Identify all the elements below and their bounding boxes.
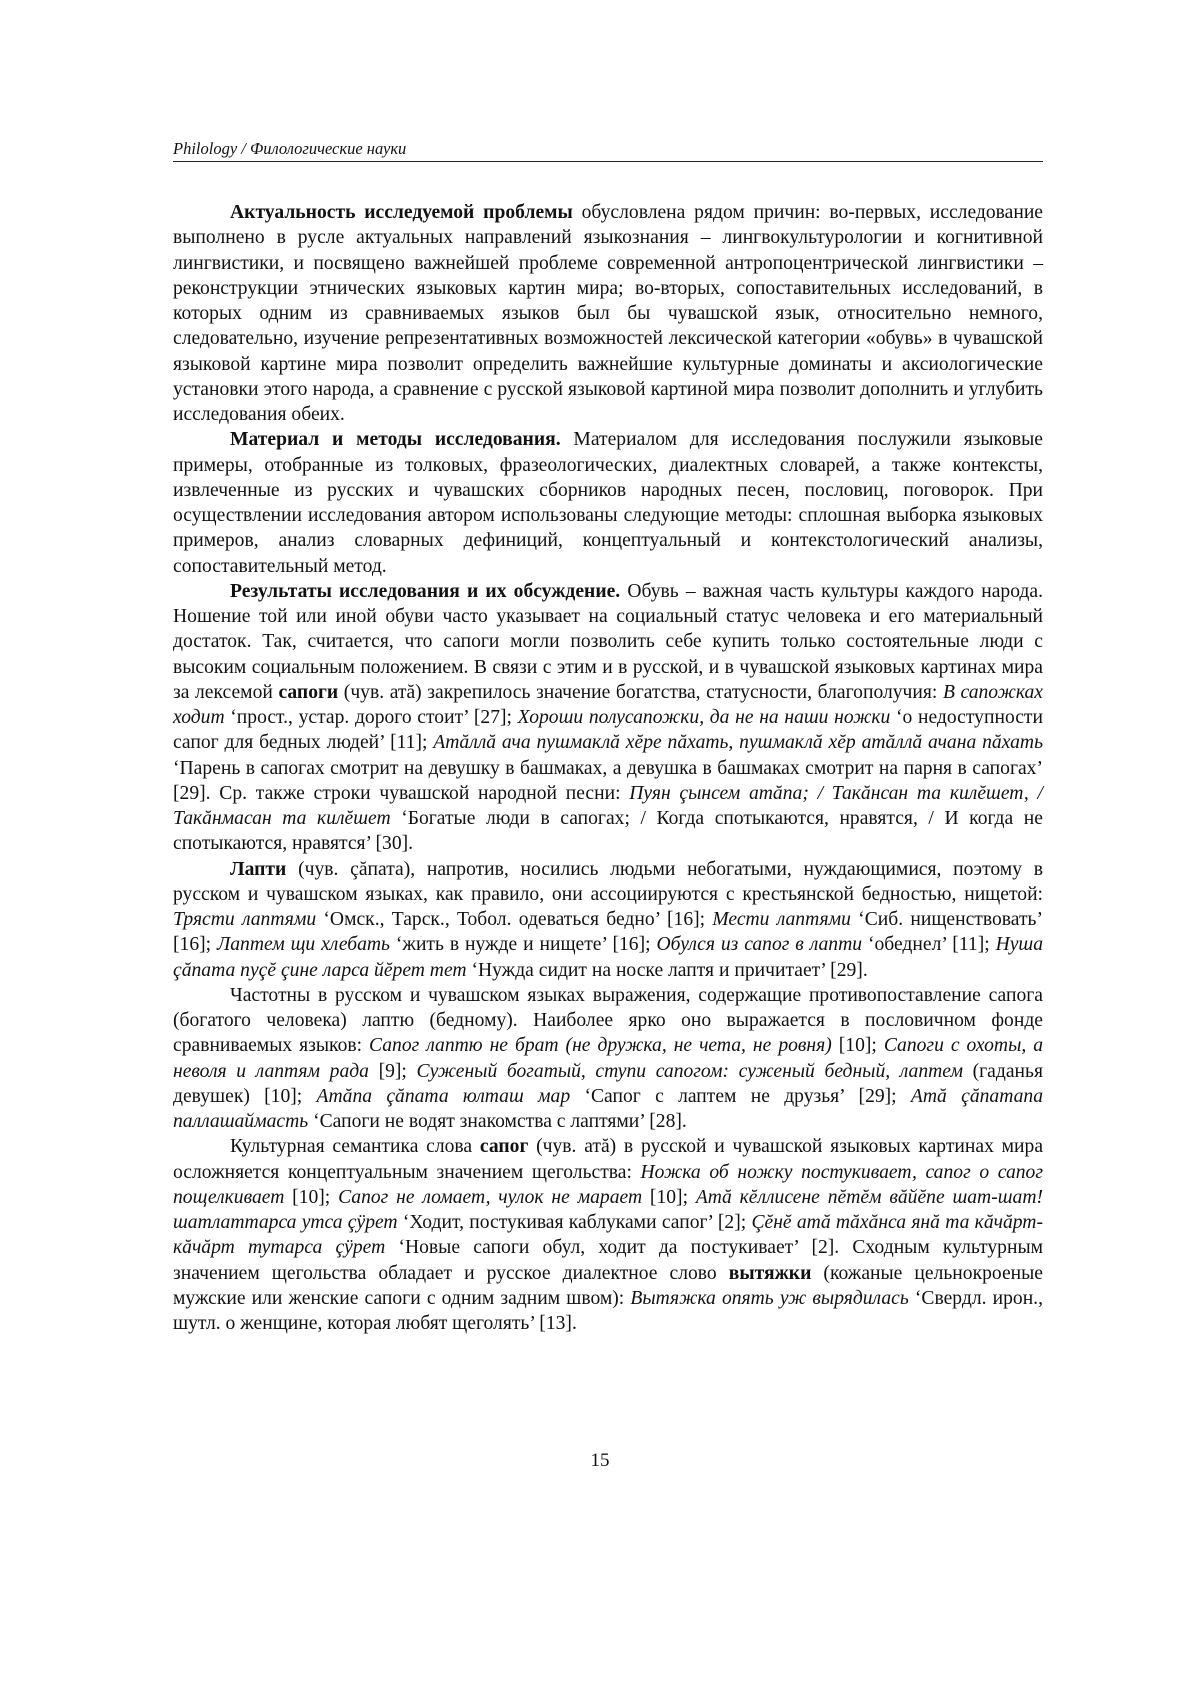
italic-example: Хороши полусапожки, да не на наши ножки [517, 707, 891, 728]
text-run: ‘жить в нужде и нищете’ [16]; [389, 934, 657, 956]
text-run: [10]; [642, 1186, 696, 1208]
italic-example: Çĕнĕ атă тăхăнса янă та кăчăрт-кăчăрт тутарса çÿрет [173, 1212, 1043, 1259]
text-run: ‘Новые сапоги обул, ходит да постукивает’ [2]. Сходным культурным значением щегольства обладает и русское диалектное слово [173, 1237, 1044, 1284]
italic-example: Трясти лаптями [173, 909, 317, 930]
text-run: (кожаные цельнокроеные мужские или женские сапоги с одним задним швом): [173, 1262, 1043, 1309]
text-run: ‘Богатые люди в сапогах; / Когда спотыкаются, нравятся, / И когда не спотыкаются, нравятся’ [30]. [173, 808, 1043, 855]
text-run: (гаданья девушек) [10]; [173, 1060, 1043, 1107]
paragraph-lapti-lead: Лапти [230, 858, 287, 880]
text-run: ‘Сиб. нищенствовать’ [16]; [173, 909, 1043, 956]
text-run: ‘Ходит, постукивая каблуками сапог’ [2]; [397, 1212, 752, 1233]
italic-example: Ножка об ножку постукивает, сапог о сапог пощелкивает [173, 1161, 1043, 1208]
italic-example: Пуян çынсем атăпа; / Такăнсан та килĕшет, / Такăнмасан та килĕшет [173, 782, 1043, 829]
italic-example: Лаптем щи хлебать [216, 934, 390, 956]
text-run: [9]; [368, 1060, 417, 1082]
paragraph-opposition-text [173, 985, 1043, 1132]
bold-term: сапоги [278, 681, 339, 703]
italic-example: Суженый богатый, ступи сапогом: суженый бедный, лаптем [416, 1060, 963, 1082]
italic-example: Сапог лаптю не брат (не дружка, не чета, не ровня) [369, 1035, 832, 1057]
text-run: ‘Сапог с лаптем не друзья’ [29]; [570, 1085, 911, 1107]
italic-example: Вытяжка опять уж вырядилась [630, 1287, 909, 1309]
paragraph-materials-methods [173, 427, 1043, 579]
text-run: ‘Свердл. ирон., шутл. о женщине, которая любят щеголять’ [13]. [173, 1287, 1043, 1334]
text-run: Обувь – важная часть культуры каждого народа. Ношение той или иной обуви часто указывает на социальный статус человека и его материальный достаток. Так, считается, что сапоги могли позволить себе купить только состоятельные люди с высоким социальным положением. В связи с этим и в русской, и в чувашской языковых картинах мира за лексемой [173, 580, 1043, 703]
italic-example: Атăпа çăпата юлташ мар [316, 1085, 571, 1107]
bold-term: вытяжки [728, 1262, 812, 1284]
text-run: (чув. çăпата), напротив, носились людьми небогатыми, нуждающимися, поэтому в русском и чувашском языках, как правило, они ассоциируются с крестьянской бедностью, нищетой: [173, 858, 1043, 905]
text-run: Частотны в русском и чувашском языках выражения, содержащие противопоставление сапога (богатого человека) лаптю (бедному). Наиболее ярко оно выражается в пословичном фонде сравниваемых языков: [173, 984, 1043, 1057]
paragraph-opposition [173, 983, 1043, 1135]
paragraph-relevance-text: обусловлена рядом причин: во-первых, исследование выполнено в русле актуальных направлений языкознания – лингвокультурологии и когнитивной лингвистики, и посвящено важнейшей проблеме современной антропоцентрической лингвистики – реконструкции этнических языковых картин мира; во-вторых, сопоставительных исследований, в которых одним из сравниваемых языков был бы чувашской язык, относительно немного, следовательно, изучение репрезентативных возможностей лексической категории «обувь» в чувашской языковой картине мира позволит определить важнейшие культурные доминаты и аксиологические установки этого народа, а сравнение с русской языковой картиной мира позволит дополнить и углубить исследования обеих. [173, 202, 1044, 425]
text-run: ‘Парень в сапогах смотрит на девушку в башмаках, а девушка в башмаках смотрит на парня в сапогах’ [29]. Ср. также строки чувашской народной песни: [173, 757, 1043, 804]
paragraph-dandyism [173, 1134, 1043, 1336]
italic-example: Сапог не ломает, чулок не марает [338, 1186, 643, 1208]
text-run: Культурная семантика слова [230, 1136, 480, 1158]
italic-example: Сапоги с охоты, а неволя и лаптям рада [173, 1035, 1044, 1082]
paragraph-results-text [173, 581, 1043, 855]
paragraph-lapti [173, 857, 1043, 983]
italic-example: Атă кĕллисене пĕтĕм вăйĕпе шат-шат! шатлаттарса утса çÿрет [173, 1186, 1043, 1233]
text-run: ‘о недоступности сапог для бедных людей’ [11]; [173, 707, 1043, 754]
running-header [173, 139, 1043, 162]
paragraph-dandyism-text [173, 1136, 1043, 1334]
italic-example: Обулся из сапог в лапти [656, 934, 863, 956]
italic-example: Нуша çăпата пуçĕ çине ларса йĕрет тет [173, 934, 1044, 981]
text-run: ‘Сапоги не водят знакомства с лаптями’ [28]. [308, 1111, 687, 1132]
text-run: ‘обеднел’ [11]; [862, 934, 996, 956]
paragraph-relevance [173, 200, 1043, 427]
paragraph-relevance-lead: Актуальность исследуемой проблемы [230, 202, 573, 223]
italic-example: Мести лаптями [712, 909, 851, 930]
text-run: [10]; [831, 1035, 884, 1057]
text-run: ‘Омск., Тарск., Тобол. одеваться бедно’ [16]; [316, 909, 713, 930]
italic-example: Атăллă ача пушмаклă хĕре пăхать, пушмаклă хĕр атăллă ачана пăхать [433, 732, 1043, 754]
italic-example: В сапожках ходит [173, 681, 1044, 728]
bold-term: сапог [479, 1136, 529, 1158]
text-run: (чув. атă) в русской и чувашской языковых картинах мира осложняется концептуальным значением щегольства: [173, 1136, 1044, 1183]
text-run: [10]; [284, 1186, 339, 1208]
article-body [173, 200, 1043, 1336]
text-run: (чув. атă) закрепилось значение богатства, статусности, благополучия: [338, 681, 943, 703]
paragraph-results [173, 579, 1043, 857]
italic-example: Атă çăпатапа паллашаймасть [173, 1085, 1043, 1132]
paragraph-lapti-text [173, 859, 1043, 981]
paragraph-materials-methods-lead: Материал и методы исследования. [230, 429, 561, 451]
paragraph-materials-methods-text: Материалом для исследования послужили языковые примеры, отобранные из толковых, фразеологических, диалектных словарей, а также контексты, извлеченные из русских и чувашских сборников народных песен, пословиц, поговорок. При осуществлении исследования автором использованы следующие методы: сплошная выборка языковых примеров, анализ словарных дефиниций, концептуальный и контекстологический анализы, сопоставительный метод. [173, 429, 1043, 577]
page-number: 15 [590, 1450, 610, 1471]
text-run: ‘прост., устар. дорого стоит’ [27]; [224, 707, 518, 728]
text-run: ‘Нужда сидит на носке лаптя и причитает’ [29]. [466, 959, 868, 981]
running-header-title: Philology / Филологические науки [173, 139, 407, 158]
paragraph-results-lead: Результаты исследования и их обсуждение. [230, 580, 621, 602]
